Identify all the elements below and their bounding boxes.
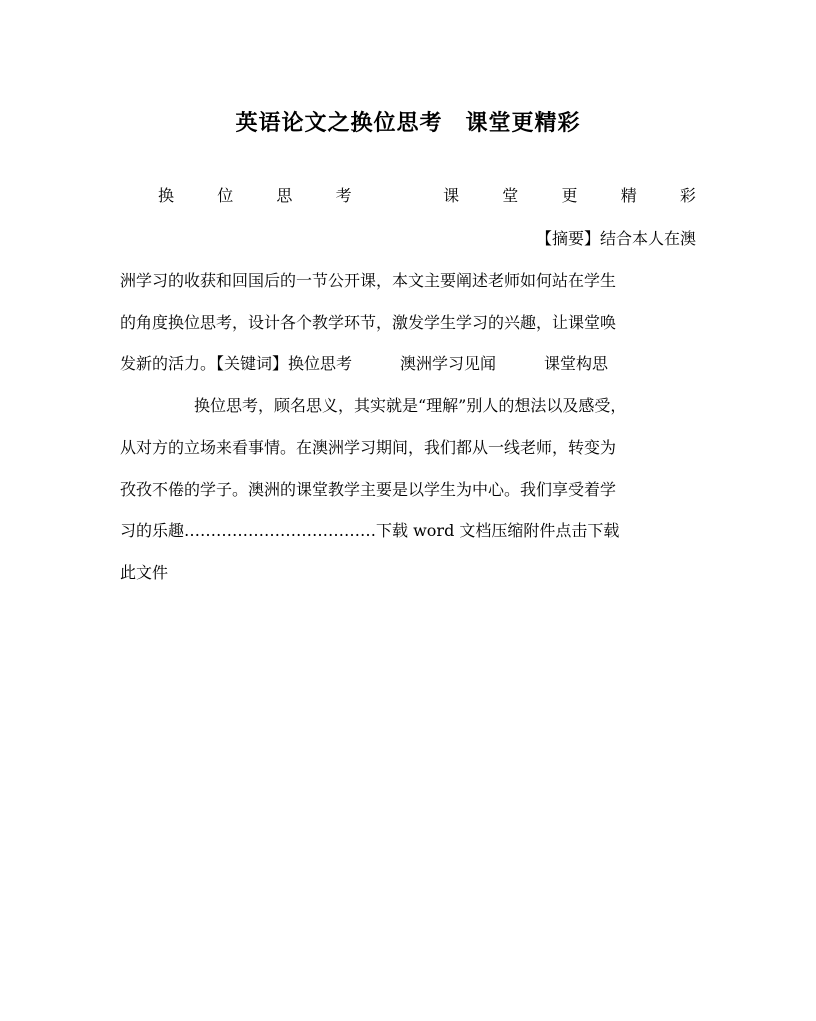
body-line-2: 从对方的立场来看事情。在澳洲学习期间，我们都从一线老师，转变为 bbox=[120, 438, 617, 457]
subtitle-char: 位 bbox=[217, 186, 234, 205]
body-line-4: 习的乐趣………………………………下载 word 文档压缩附件点击下载 bbox=[120, 521, 620, 540]
keywords-line: 发新的活力。【关键词】换位思考 澳洲学习见闻 课堂构思 bbox=[120, 354, 609, 373]
subtitle-char: 彩 bbox=[679, 186, 696, 205]
subtitle-char: 更 bbox=[561, 186, 578, 205]
subtitle-char: 精 bbox=[620, 186, 637, 205]
subtitle-char: 考 bbox=[335, 186, 352, 205]
subtitle-char: 课 bbox=[443, 186, 460, 205]
subtitle-gap bbox=[395, 184, 400, 208]
body-line-5: 此文件 bbox=[120, 563, 169, 582]
body-line-1: 换位思考，顾名思义，其实就是“理解”别人的想法以及感受， bbox=[194, 396, 627, 415]
body-line-3: 孜孜不倦的学子。澳洲的课堂教学主要是以学生为中心。我们享受着学 bbox=[120, 480, 617, 499]
document-title: 英语论文之换位思考 课堂更精彩 bbox=[235, 110, 581, 136]
subtitle-char: 换 bbox=[158, 186, 175, 205]
subtitle-char: 思 bbox=[276, 186, 293, 205]
abstract-line-3: 的角度换位思考，设计各个教学环节，激发学生学习的兴趣，让课堂唤 bbox=[120, 313, 617, 332]
subtitle-spaced bbox=[158, 184, 696, 208]
subtitle-char: 堂 bbox=[502, 186, 519, 205]
abstract-line-1: 【摘要】结合本人在澳 bbox=[535, 229, 696, 248]
abstract-line-2: 洲学习的收获和回国后的一节公开课，本文主要阐述老师如何站在学生 bbox=[120, 271, 617, 290]
